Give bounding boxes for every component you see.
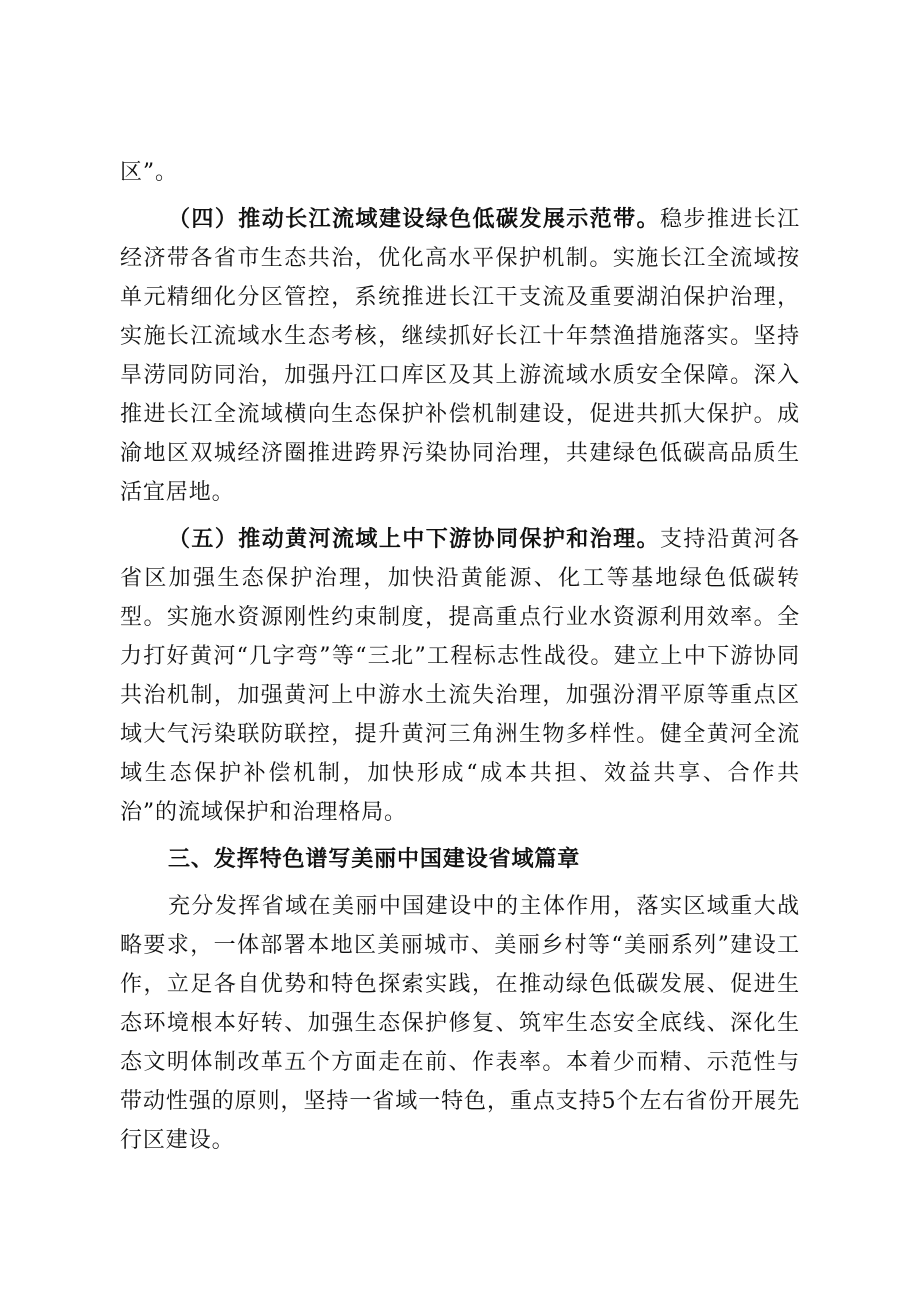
paragraph-yellow-river <box>120 520 800 832</box>
paragraph-continuation <box>120 153 800 192</box>
paragraph-yangtze-lead: （四）推动长江流域建设绿色低碳发展示范带。 <box>168 207 660 232</box>
paragraph-yangtze-body: 稳步推进长江经济带各省市生态共治，优化高水平保护机制。实施长江全流域按单元精细化分区管控，系统推进长江干支流及重要湖泊保护治理，实施长江流域水生态考核，继续抓好长江十年禁渔措施落实。坚持旱涝同防同治，加强丹江口库区及其上游流域水质安全保障。深入推进长江全流域横向生态保护补偿机制建设，促进共抓大保护。成渝地区双城经济圈推进跨界污染协同治理，共建绿色低碳高品质生活宜居地。 <box>120 207 801 505</box>
section-heading: 三、发挥特色谱写美丽中国建设省域篇章 <box>168 847 581 872</box>
paragraph-yellow-river-body: 支持沿黄河各省区加强生态保护治理，加快沿黄能源、化工等基地绿色低碳转型。实施水资源刚性约束制度，提高重点行业水资源利用效率。全力打好黄河“几字弯”等“三北”工程标志性战役。建立上中下游协同共治机制，加强黄河上中游水土流失治理，加强汾渭平原等重点区域大气污染联防联控，提升黄河三角洲生物多样性。健全黄河全流域生态保护补偿机制，加快形成“成本共担、效益共享、合作共治”的流域保护和治理格局。 <box>120 527 801 825</box>
paragraph-yangtze <box>120 200 800 512</box>
paragraph-province-body: 充分发挥省域在美丽中国建设中的主体作用，落实区域重大战略要求，一体部署本地区美丽城市、美丽乡村等“美丽系列”建设工作，立足各自优势和特色探索实践，在推动绿色低碳发展、促进生态环境根本好转、加强生态保护修复、筑牢生态安全底线、深化生态文明体制改革五个方面走在前、作表率。本着少而精、示范性与带动性强的原则，坚持一省域一特色，重点支持5个左右省份开展先行区建设。 <box>120 894 800 1153</box>
paragraph-province <box>120 887 800 1160</box>
paragraph-yellow-river-lead: （五）推动黄河流域上中下游协同保护和治理。 <box>168 527 660 552</box>
document-page <box>120 153 800 1160</box>
paragraph-continuation-text: 区”。 <box>120 160 178 185</box>
